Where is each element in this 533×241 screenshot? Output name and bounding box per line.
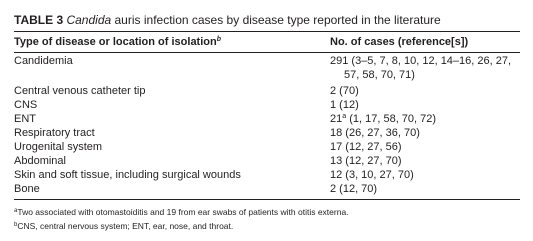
table-row-disease-type: CNS — [14, 99, 38, 111]
table-row-case-count: 18 (26, 27, 36, 70) — [330, 127, 420, 139]
table-row-case-count: 1 (12) — [330, 99, 359, 111]
table-row-disease-type: Abdominal — [14, 155, 66, 167]
footnote-mark-a: a — [342, 113, 347, 120]
header-rule — [14, 52, 520, 53]
table-title — [14, 13, 441, 27]
column-header-case-count: No. of cases (reference[s]) — [330, 36, 469, 48]
table-row-case-count: 2 (12, 70) — [330, 183, 378, 195]
table-row-disease-type: ENT — [14, 113, 36, 125]
table-row-case-count: 21$^a$ (1, 17, 58, 70, 72) — [330, 113, 437, 125]
table-row-disease-type: Respiratory tract — [14, 127, 95, 139]
table-row-case-count: 13 (12, 27, 70) — [330, 155, 402, 167]
table-row-disease-type: Central venous catheter tip — [14, 85, 146, 97]
footnote-a: $^a$Two associated with otomastoiditis and 19 from ear swabs of patients with otitis externa. — [14, 207, 349, 217]
footnote-b: $^b$CNS, central nervous system; ENT, ear, nose, and throat. — [14, 221, 234, 231]
title-genus: Candida — [66, 13, 112, 27]
table-number: TABLE 3 — [14, 13, 64, 27]
column-header-disease-type: Type of disease or location of isolation$^b$ — [14, 36, 221, 48]
table-row-case-count: 12 (3, 10, 27, 70) — [330, 169, 414, 181]
footnote-mark-b: b — [216, 36, 221, 43]
table-row-case-count-continued: 57, 58, 70, 71) — [344, 69, 415, 81]
table-bottom-rule — [14, 199, 520, 200]
table-row-case-count: 2 (70) — [330, 85, 359, 97]
title-text: auris infection cases by disease type reported in the literature — [111, 13, 441, 27]
table-row-disease-type: Candidemia — [14, 55, 73, 67]
table-row-disease-type: Skin and soft tissue, including surgical wounds — [14, 169, 241, 181]
table-row-disease-type: Urogenital system — [14, 141, 103, 153]
table-row-case-count: 291 (3–5, 7, 8, 10, 12, 14–16, 26, 27, — [330, 55, 512, 67]
table-row-case-count: 17 (12, 27, 56) — [330, 141, 402, 153]
table-top-rule — [14, 31, 520, 32]
table-row-disease-type: Bone — [14, 183, 40, 195]
